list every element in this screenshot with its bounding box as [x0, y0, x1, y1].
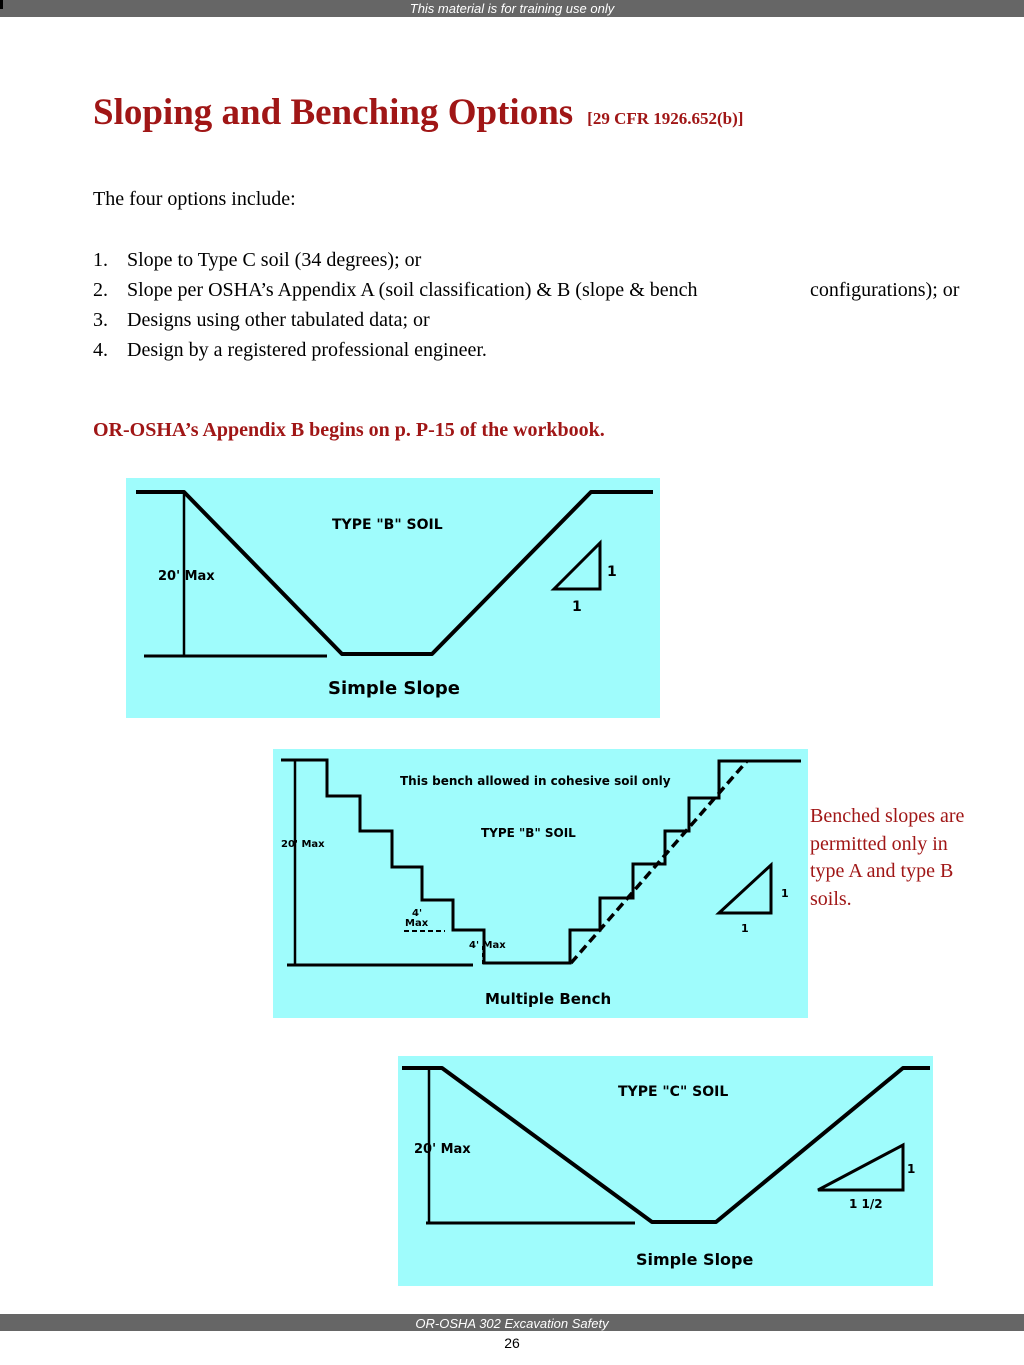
soil-type-label: TYPE "B" SOIL — [481, 826, 576, 840]
option-text: Slope to Type C soil (34 degrees); or — [127, 249, 422, 271]
depth-label: 20' Max — [414, 1142, 471, 1157]
option-item — [93, 337, 698, 367]
page-title-text: Sloping and Benching Options — [93, 92, 574, 133]
footer-banner — [0, 1314, 1024, 1331]
multiple-bench-diagram — [273, 749, 808, 1018]
bottom-height-label: 4' Max — [469, 940, 506, 951]
ratio-rise-label: 1 — [907, 1162, 916, 1176]
slope-ratio-triangle — [818, 1145, 903, 1190]
figure-caption: Multiple Bench — [485, 990, 612, 1008]
page-number: 26 — [504, 1335, 520, 1351]
option-number: 4. — [93, 339, 108, 361]
simple-slope-c-diagram — [398, 1056, 933, 1286]
depth-label: 20' Max — [281, 839, 325, 850]
figure-caption: Simple Slope — [636, 1250, 754, 1269]
header-banner — [0, 0, 1024, 17]
page-title — [93, 91, 743, 134]
option-item — [93, 247, 698, 277]
ratio-run-label: 1 — [741, 922, 749, 935]
bench-side-note: Benched slopes are permitted only in type A and type B soils. — [810, 805, 965, 910]
option-text: Designs using other tabulated data; or — [127, 309, 430, 331]
slope-ratio-triangle — [719, 865, 771, 913]
option-number: 2. — [93, 279, 108, 301]
maximum-slope-line — [571, 761, 747, 963]
option-text-continued: configurations); or — [810, 279, 960, 301]
ratio-run-label: 1 1/2 — [849, 1197, 883, 1211]
option-item — [93, 277, 960, 307]
corner-mark — [0, 0, 3, 9]
figure-simple-slope-type-c — [398, 1056, 933, 1286]
bench-height-label: 4' — [412, 908, 423, 919]
options-intro: The four options include: — [93, 188, 296, 210]
figure-caption: Simple Slope — [328, 678, 461, 699]
ratio-rise-label: 1 — [781, 887, 789, 900]
option-text: Slope per OSHA’s Appendix A (soil classification) & B (slope & bench — [127, 279, 698, 301]
bench-height-max-label: Max — [405, 918, 429, 929]
regulation-citation: [29 CFR 1926.652(b)] — [587, 109, 744, 128]
ratio-run-label: 1 — [572, 599, 582, 615]
appendix-note: OR-OSHA’s Appendix B begins on p. P-15 of the workbook. — [93, 419, 605, 441]
options-list — [93, 247, 960, 367]
slope-ratio-triangle — [554, 543, 600, 589]
option-text: Design by a registered professional engineer. — [127, 339, 487, 361]
option-item — [93, 307, 698, 337]
footer-course-text: OR-OSHA 302 Excavation Safety — [415, 1316, 609, 1331]
figure-simple-slope-type-b — [126, 478, 660, 718]
depth-label: 20' Max — [158, 569, 215, 584]
bench-note-label: This bench allowed in cohesive soil only — [400, 774, 671, 788]
simple-slope-b-diagram — [126, 478, 660, 718]
soil-type-label: TYPE "C" SOIL — [618, 1084, 729, 1100]
option-number: 1. — [93, 249, 108, 271]
option-number: 3. — [93, 309, 108, 331]
figure-multiple-bench-type-b — [273, 749, 808, 1018]
header-banner-text: This material is for training use only — [409, 1, 615, 16]
ratio-rise-label: 1 — [607, 564, 617, 580]
soil-type-label: TYPE "B" SOIL — [332, 517, 443, 533]
